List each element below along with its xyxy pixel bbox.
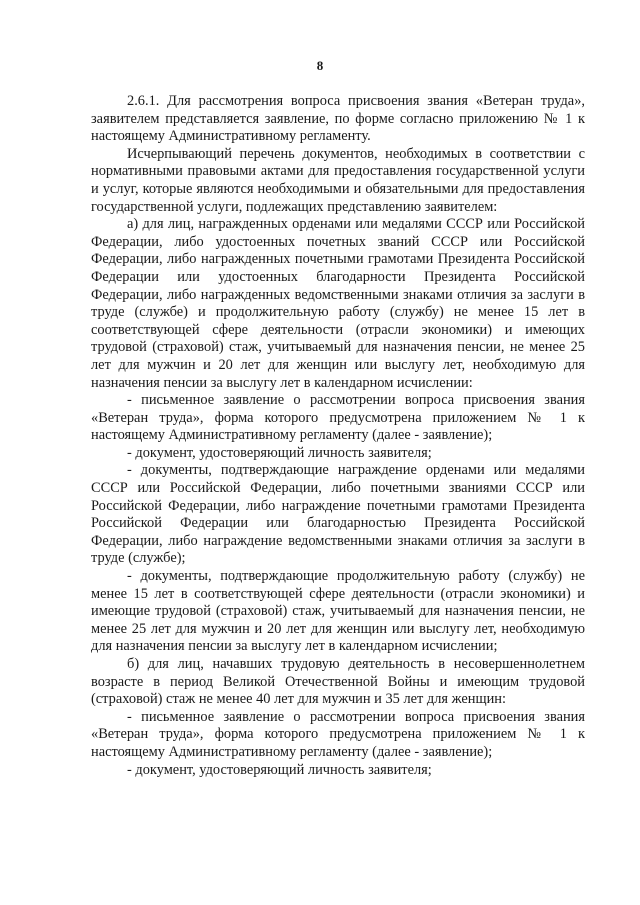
page-number: 8 — [316, 58, 324, 73]
list-item-application-b: - письменное заявление о рассмотрении вопроса присвоения звания «Ветеран труда», форма которого предусмотрена приложением № 1 к настоящему Административному регламенту (далее - заявление); — [91, 708, 585, 760]
paragraph-item-b: б) для лиц, начавших трудовую деятельность в несовершеннолетнем возрасте в период Великой Отечественной Войны и имеющим трудовой (страховой) стаж не менее 40 лет для мужчин и 35 лет для женщин: — [91, 656, 585, 708]
paragraph-documents-list-intro: Исчерпывающий перечень документов, необходимых в соответствии с нормативными правовыми актами для предоставления государственной услуги и услуг, которые являются необходимыми и обязательными для предоставления государственной услуги, подлежащих представлению заявителем: — [91, 145, 585, 215]
list-item-identity-document-a: - документ, удостоверяющий личность заявителя; — [127, 444, 432, 461]
document-body — [91, 93, 585, 779]
paragraph-2-6-1: 2.6.1. Для рассмотрения вопроса присвоения звания «Ветеран труда», заявителем представляется заявление, по форме согласно приложению № 1 к настоящему Административному регламенту. — [91, 93, 585, 145]
list-item-identity-document-b: - документ, удостоверяющий личность заявителя; — [127, 761, 432, 778]
list-item-application-a: - письменное заявление о рассмотрении вопроса присвоения звания «Ветеран труда», форма которого предусмотрена приложением № 1 к настоящему Административному регламенту (далее - заявление); — [91, 392, 585, 444]
list-item-awards-documents: - документы, подтверждающие награждение орденами или медалями СССР или Российской Федерации, либо почетными званиями СССР или Российской Федерации, либо награждение почетными грамотами Президента Российской Федерации или благодарностью Президента Российской Федерации, либо награждение ведомственными знаками отличия за заслуги в труде (службе); — [91, 462, 585, 567]
paragraph-item-a: а) для лиц, награжденных орденами или медалями СССР или Российской Федерации, либо удостоенных почетных званий СССР или Российской Федерации, либо награжденных почетными грамотами Президента Российской Федерации или удостоенных благодарности Президента Российской Федерации, либо награжденных ведомственными знаками отличия за заслуги в труде (службе) и продолжительную работу (службу) не менее 15 лет в соответствующей сфере деятельности (отрасли экономики) и имеющих трудовой (страховой) стаж, учитываемый для назначения пенсии, не менее 25 лет для мужчин и 20 лет для женщин или выслугу лет, необходимую для назначения пенсии за выслугу лет в календарном исчислении: — [91, 216, 585, 391]
list-item-work-experience-documents: - документы, подтверждающие продолжительную работу (службу) не менее 15 лет в соответствующей сфере деятельности (отрасли экономики) и имеющие трудовой (страховой) стаж, учитываемый для назначения пенсии, не менее 25 лет для мужчин и 20 лет для женщин или выслугу лет, необходимую для назначения пенсии за выслугу лет в календарном исчислении; — [91, 568, 585, 655]
